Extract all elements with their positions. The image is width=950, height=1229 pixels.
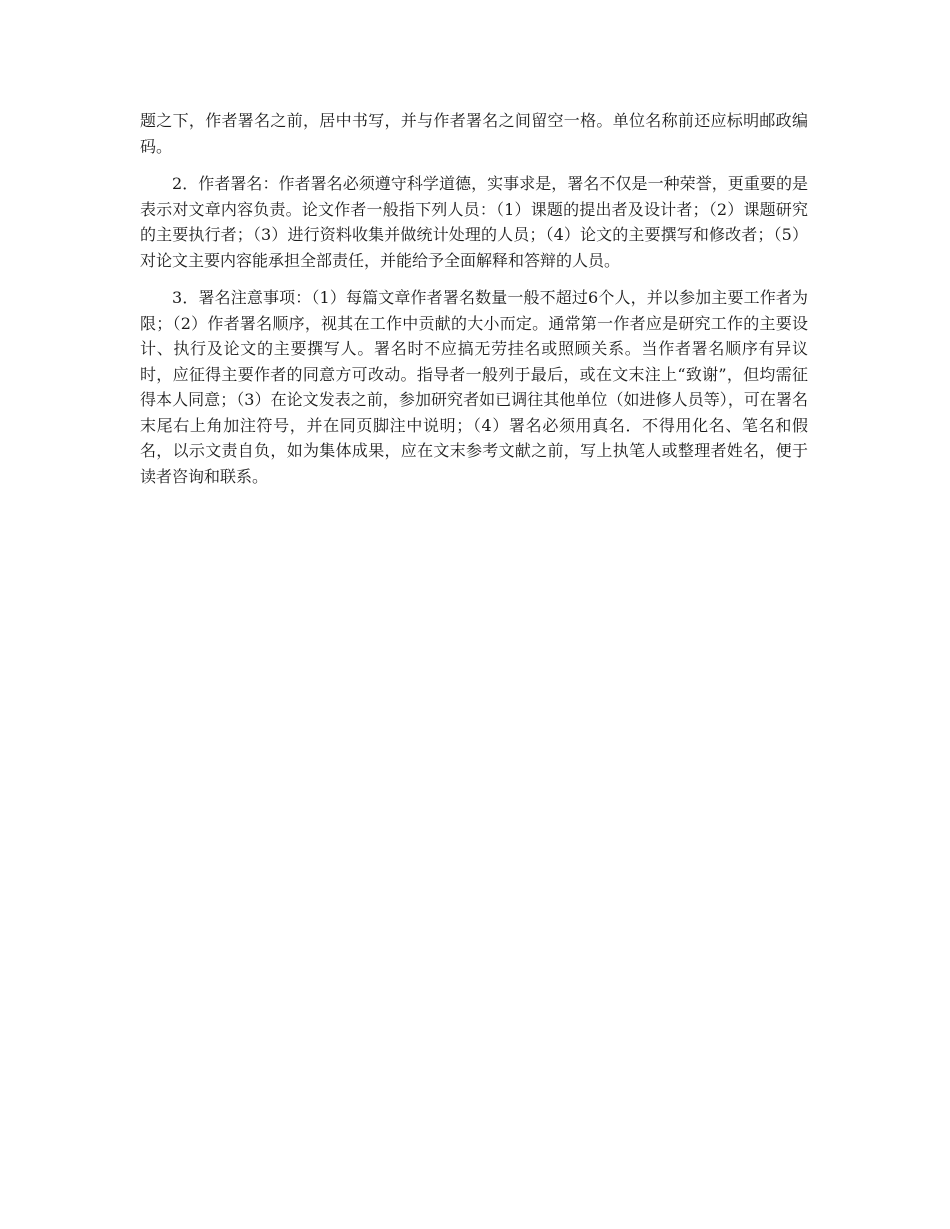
- paragraph-affiliation-continuation: 题之下，作者署名之前，居中书写，并与作者署名之间留空一格。单位名称前还应标明邮政编码。: [140, 111, 808, 156]
- paragraph-byline-notes: 3．署名注意事项：（1）每篇文章作者署名数量一般不超过6个人，并以参加主要工作者为限；（2）作者署名顺序，视其在工作中贡献的大小而定。通常第一作者应是研究工作的主要设计、执行及论文的主要撰写人。署名时不应搞无劳挂名或照顾关系。当作者署名顺序有异议时，应征得主要作者的同意方可改动。指导者一般列于最后，或在文末注上“致谢”，但均需征得本人同意；（3）在论文发表之前，参加研究者如已调往其他单位（如进修人员等），可在署名末尾右上角加注符号，并在同页脚注中说明；（4）署名必须用真名．不得用化名、笔名和假名，以示文责自负，如为集体成果，应在文末参考文献之前，写上执笔人或整理者姓名，便于读者咨询和联系。: [140, 288, 808, 486]
- document-page: [140, 108, 808, 501]
- paragraph-author-byline: 2．作者署名：作者署名必须遵守科学道德，实事求是，署名不仅是一种荣誉，更重要的是表示对文章内容负责。论文作者一般指下列人员：（1）课题的提出者及设计者；（2）课题研究的主要执行者；（3）进行资料收集并做统计处理的人员；（4）论文的主要撰写和修改者；（5）对论文主要内容能承担全部责任，并能给予全面解释和答辩的人员。: [140, 174, 808, 270]
